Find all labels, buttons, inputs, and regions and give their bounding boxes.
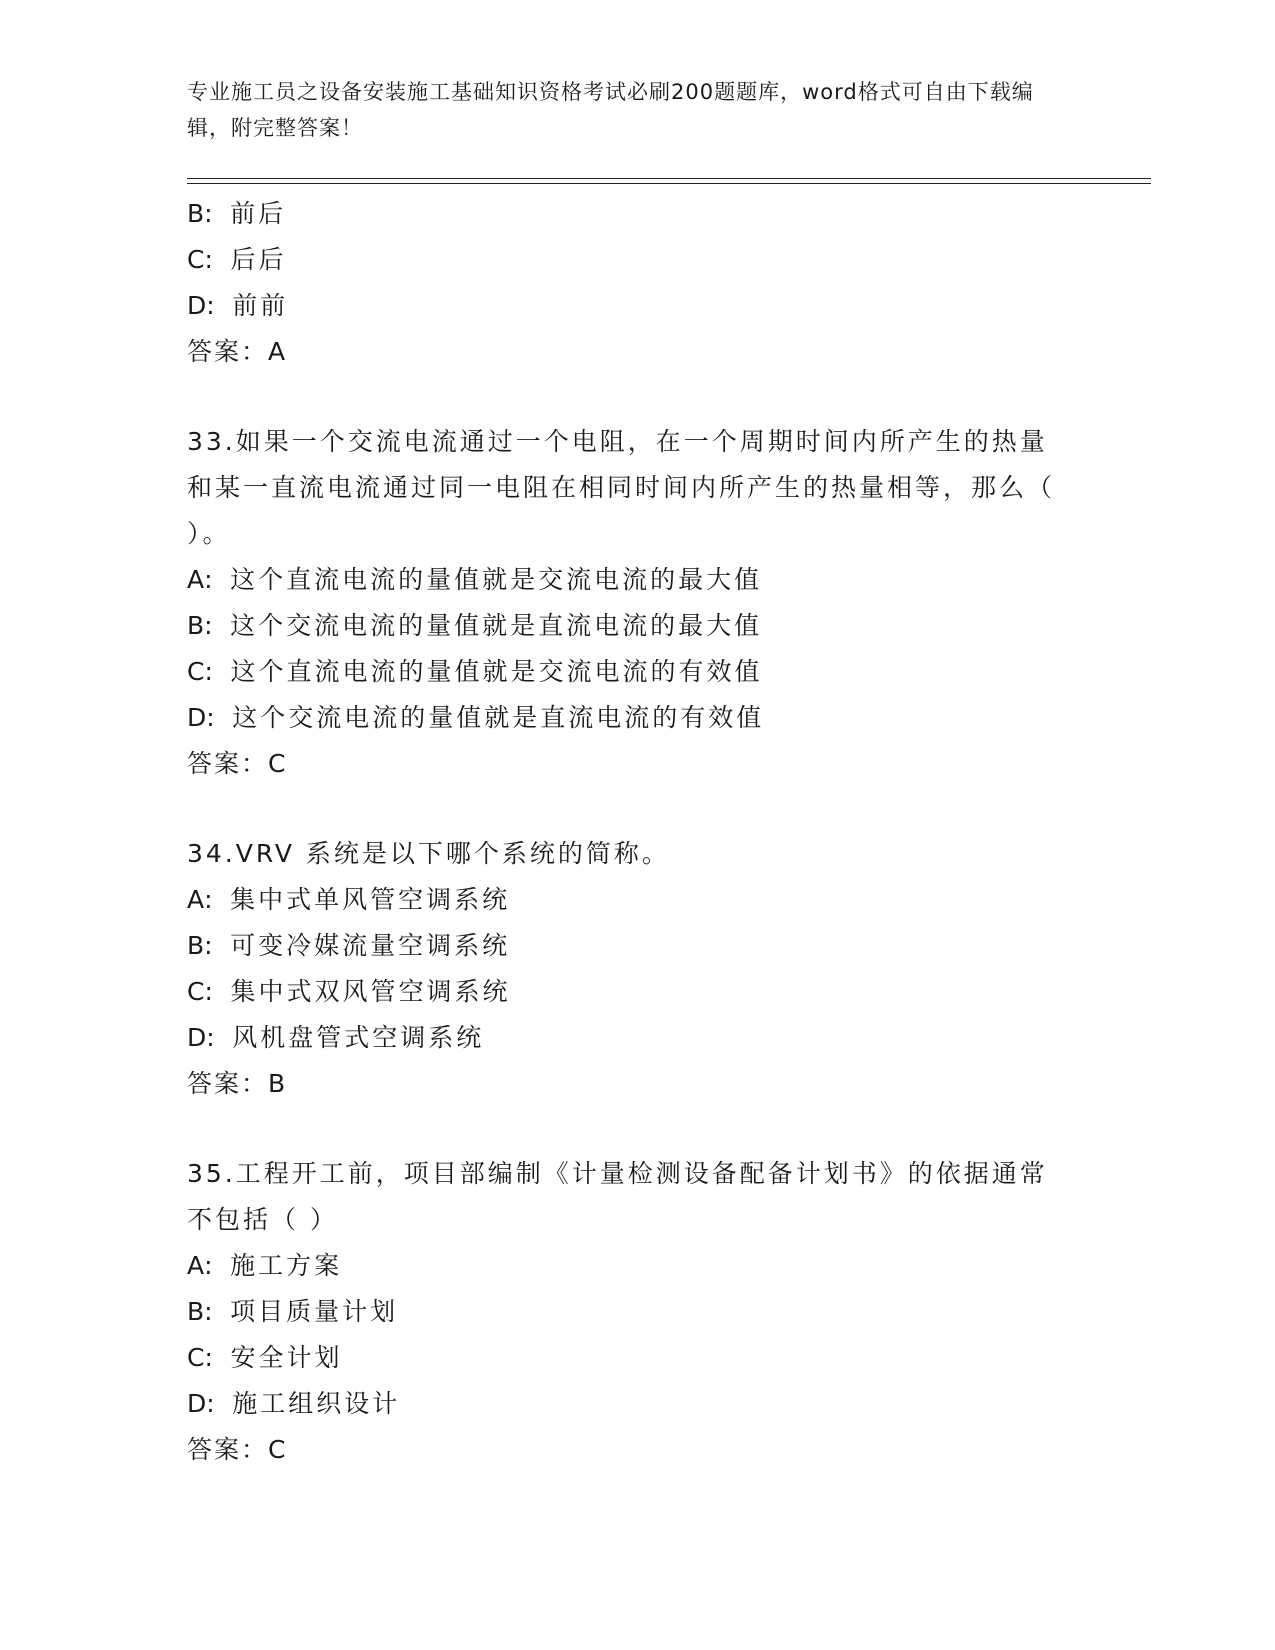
- spacer: [187, 375, 1087, 419]
- option-separator: :: [206, 1023, 215, 1052]
- answer-label: 答案：: [187, 749, 269, 778]
- header-divider-top: [187, 178, 1151, 179]
- option-text: 可变冷媒流量空调系统: [230, 931, 511, 960]
- question-block: [187, 419, 1087, 787]
- question-block: [187, 831, 1087, 1107]
- answer-row: [187, 1061, 1087, 1107]
- spacer: [187, 787, 1087, 831]
- answer-value: A: [268, 337, 286, 366]
- answer-row: [187, 1427, 1087, 1473]
- option-letter: D: [187, 1389, 207, 1418]
- question-stem: 35.工程开工前，项目部编制《计量检测设备配备计划书》的依据通常不包括（ ）: [187, 1159, 1048, 1234]
- option-row: [187, 557, 1087, 603]
- option-row: [187, 649, 1087, 695]
- option-separator: :: [206, 703, 215, 732]
- option-text: 集中式双风管空调系统: [230, 977, 511, 1006]
- option-separator: :: [204, 245, 213, 274]
- option-row: [187, 1289, 1087, 1335]
- option-row: [187, 969, 1087, 1015]
- option-text: 施工组织设计: [232, 1389, 401, 1418]
- option-row: [187, 695, 1087, 741]
- document-header: 专业施工员之设备安装施工基础知识资格考试必刷200题题库，word格式可自由下载编辑，附完整答案！: [187, 80, 1034, 140]
- option-separator: :: [204, 1343, 213, 1372]
- option-separator: :: [204, 565, 213, 594]
- option-text: 这个直流电流的量值就是交流电流的有效值: [230, 657, 763, 686]
- option-row: [187, 877, 1087, 923]
- option-letter: A: [187, 565, 205, 594]
- option-text: 前后: [230, 199, 287, 228]
- option-letter: C: [187, 977, 205, 1006]
- option-letter: B: [187, 931, 205, 960]
- option-letter: D: [187, 291, 207, 320]
- option-row: [187, 283, 1087, 329]
- answer-value: C: [268, 749, 286, 778]
- option-separator: :: [204, 885, 213, 914]
- option-letter: B: [187, 1297, 205, 1326]
- option-row: [187, 603, 1087, 649]
- option-letter: A: [187, 885, 205, 914]
- answer-label: 答案：: [187, 337, 269, 366]
- question-content: [187, 191, 1087, 1473]
- option-text: 这个直流电流的量值就是交流电流的最大值: [230, 565, 763, 594]
- option-separator: :: [206, 291, 215, 320]
- option-letter: A: [187, 1251, 205, 1280]
- option-letter: D: [187, 1023, 207, 1052]
- option-separator: :: [204, 611, 213, 640]
- option-row: [187, 923, 1087, 969]
- answer-value: C: [268, 1435, 286, 1464]
- option-letter: B: [187, 611, 205, 640]
- option-row: [187, 1243, 1087, 1289]
- previous-question-tail: [187, 191, 1087, 375]
- question-stem: 34.VRV 系统是以下哪个系统的简称。: [187, 839, 670, 868]
- option-letter: B: [187, 199, 205, 228]
- option-letter: D: [187, 703, 207, 732]
- option-row: [187, 1335, 1087, 1381]
- answer-label: 答案：: [187, 1069, 269, 1098]
- option-separator: :: [206, 1389, 215, 1418]
- option-separator: :: [204, 199, 213, 228]
- option-row: [187, 1381, 1087, 1427]
- option-letter: C: [187, 1343, 205, 1372]
- option-letter: C: [187, 657, 205, 686]
- answer-label: 答案：: [187, 1435, 269, 1464]
- question-stem: 33.如果一个交流电流通过一个电阻，在一个周期时间内所产生的热量和某一直流电流通过同一电阻在相同时间内所产生的热量相等，那么（ ）。: [187, 427, 1056, 548]
- option-separator: :: [204, 931, 213, 960]
- option-separator: :: [204, 1251, 213, 1280]
- option-text: 项目质量计划: [230, 1297, 399, 1326]
- answer-row: [187, 741, 1087, 787]
- answer-row: [187, 329, 1087, 375]
- option-text: 安全计划: [230, 1343, 343, 1372]
- option-text: 这个交流电流的量值就是直流电流的最大值: [230, 611, 763, 640]
- option-letter: C: [187, 245, 205, 274]
- option-separator: :: [204, 657, 213, 686]
- option-row: [187, 237, 1087, 283]
- answer-value: B: [268, 1069, 286, 1098]
- option-text: 前前: [232, 291, 289, 320]
- header-divider-bottom: [187, 183, 1151, 184]
- option-row: [187, 191, 1087, 237]
- option-text: 集中式单风管空调系统: [230, 885, 511, 914]
- option-text: 后后: [230, 245, 287, 274]
- option-text: 这个交流电流的量值就是直流电流的有效值: [232, 703, 765, 732]
- spacer: [187, 1107, 1087, 1151]
- option-text: 风机盘管式空调系统: [232, 1023, 485, 1052]
- option-separator: :: [204, 977, 213, 1006]
- question-block: [187, 1151, 1087, 1473]
- option-row: [187, 1015, 1087, 1061]
- option-text: 施工方案: [230, 1251, 343, 1280]
- option-separator: :: [204, 1297, 213, 1326]
